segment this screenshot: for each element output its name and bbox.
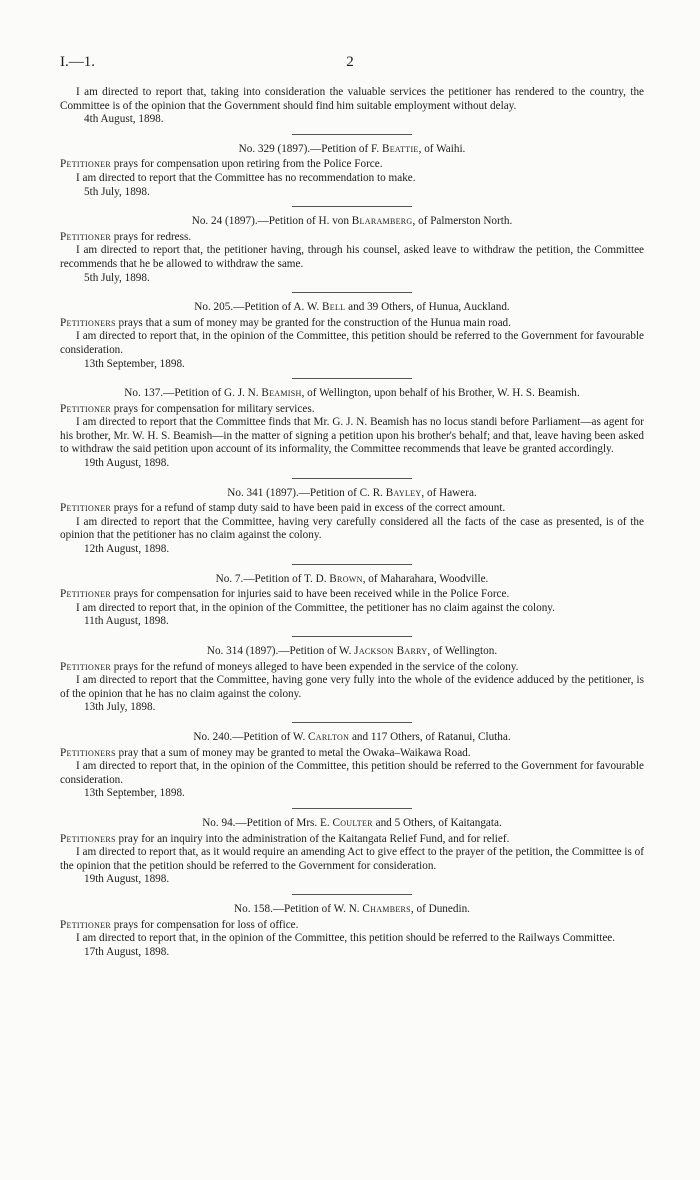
petition-prayer [60, 317, 644, 331]
petition-title [60, 387, 644, 401]
report-date: 11th August, 1898. [84, 615, 169, 628]
report-text: I am directed to report that, the petitioner having, through his counsel, asked leave to withdraw the petition, the Committee recommends that he be allowed to withdraw the same. [60, 244, 644, 270]
report-text: I am directed to report that the Committee, having gone very fully into the whole of the evidence adduced by the petitioner, is of the opinion that he has no claim against the colony. [60, 674, 644, 700]
petition-title-suffix: , of Wellington, upon behalf of his Brother, W. H. S. Beamish. [301, 387, 580, 400]
petition-list [60, 134, 644, 960]
report-text: I am directed to report that, in the opinion of the Committee, this petition should be referred to the Government for favourable consideration. [60, 760, 644, 786]
section-divider [292, 808, 412, 809]
petition-title-prefix: No. 137.—Petition of G. J. N. [124, 387, 262, 400]
petitioner-name: Bell [322, 301, 346, 314]
petition-title-prefix: No. 94.—Petition of Mrs. E. [202, 816, 333, 829]
petition-entry [60, 134, 644, 199]
report-date: 19th August, 1898. [84, 873, 170, 886]
prayer-text: prays for compensation for loss of office. [111, 918, 299, 931]
petitioner-name: Bayley [385, 486, 422, 499]
petition-title-prefix: No. 205.—Petition of A. W. [194, 301, 323, 314]
petitioner-label: Petitioner [60, 588, 111, 601]
prayer-text: prays for compensation for military services. [111, 402, 315, 415]
petition-title-prefix: No. 240.—Petition of W. [193, 730, 309, 743]
petitioner-name: Coulter [332, 816, 373, 829]
petition-title-prefix: No. 341 (1897).—Petition of C. R. [227, 486, 386, 499]
section-divider [292, 894, 412, 895]
petition-title [60, 573, 644, 587]
page-number: 2 [346, 54, 354, 70]
petition-entry [60, 378, 644, 471]
prayer-text: prays for redress. [111, 230, 192, 243]
petition-title-suffix: , of Palmerston North. [412, 215, 513, 228]
petitioner-name: Beamish [261, 387, 302, 400]
report-text: I am directed to report that, in the opinion of the Committee, the petitioner has no claim against the colony. [76, 601, 555, 614]
petition-entry [60, 564, 644, 629]
petition-title-prefix: No. 7.—Petition of T. D. [215, 572, 330, 585]
report-text: I am directed to report that, in the opinion of the Committee, this petition should be referred to the Railways Committee. [76, 932, 616, 945]
report-text: I am directed to report that, as it would require an amending Act to give effect to the prayer of the petition, the Committee is of the opinion that the petition should be referred to the Government for consideration. [60, 846, 645, 872]
report-date: 4th August, 1898. [84, 113, 164, 126]
petition-entry [60, 292, 644, 371]
petition-title-suffix: and 117 Others, of Ratanui, Clutha. [349, 730, 511, 743]
petition-prayer [60, 158, 644, 172]
petition-entry [60, 206, 644, 285]
petitioner-name: Carlton [308, 730, 350, 743]
section-divider [292, 564, 412, 565]
petition-title-suffix: , of Maharahara, Woodville. [362, 572, 489, 585]
petition-entry [60, 636, 644, 715]
petition-entry [60, 808, 644, 887]
petition-prayer [60, 403, 644, 417]
petition-title-prefix: No. 24 (1897).—Petition of H. von [191, 215, 352, 228]
petition-title [60, 903, 644, 917]
petitioner-label: Petitioner [60, 502, 111, 515]
section-divider [292, 378, 412, 379]
section-divider [292, 478, 412, 479]
petition-title-prefix: No. 329 (1897).—Petition of F. [238, 142, 382, 155]
section-divider [292, 134, 412, 135]
petition-title [60, 301, 644, 315]
report-text: I am directed to report that, in the opinion of the Committee, this petition should be referred to the Government for favourable consideration. [60, 330, 644, 356]
prayer-text: prays for compensation for injuries said to have been received while in the Police Force. [111, 588, 510, 601]
report-date: 12th August, 1898. [84, 543, 170, 556]
report-date: 19th August, 1898. [84, 457, 170, 470]
petitioner-label: Petitioner [60, 230, 111, 243]
page-content [60, 86, 644, 959]
prayer-text: pray that a sum of money may be granted to metal the Owaka–Waikawa Road. [115, 746, 471, 759]
petitioner-label: Petitioners [60, 832, 116, 845]
petitioner-label: Petitioner [60, 402, 111, 415]
section-divider [292, 206, 412, 207]
petition-prayer [60, 919, 644, 933]
report-text: I am directed to report that, taking into consideration the valuable services the petitioner has rendered to the country, the Committee is of the opinion that the Government should find him suitable employment without delay. [60, 86, 644, 112]
petition-prayer [60, 231, 644, 245]
petition-prayer [60, 747, 644, 761]
petition-title [60, 487, 644, 501]
petition-prayer [60, 502, 644, 516]
section-divider [292, 292, 412, 293]
report-text: I am directed to report that the Committee has no recommendation to make. [76, 171, 416, 184]
report-text: I am directed to report that the Committee finds that Mr. G. J. N. Beamish has no locus standi before Parliament—as agent for his brother, Mr. W. H. S. Beamish—in the matter of signing a petition upon his brother's behalf; and that, leave having been asked to withdraw the said petition upon account of its informality, the Committee recommends that leave be granted accordingly. [60, 416, 644, 456]
prayer-text: prays that a sum of money may be granted for the construction of the Hunua main road. [115, 316, 511, 329]
paper-reference: I.—1. [60, 54, 95, 70]
report-date: 13th September, 1898. [84, 787, 185, 800]
petition-title [60, 817, 644, 831]
report-date: 17th August, 1898. [84, 945, 170, 958]
petition-title-suffix: and 5 Others, of Kaitangata. [372, 816, 502, 829]
petition-title-prefix: No. 158.—Petition of W. N. [234, 902, 363, 915]
petition-prayer [60, 833, 644, 847]
petition-title [60, 143, 644, 157]
petitioner-name: Chambers [362, 902, 411, 915]
petitioner-name: Jackson Barry [354, 645, 428, 657]
petitioner-label: Petitioner [60, 660, 111, 673]
petition-title [60, 731, 644, 745]
report-text: I am directed to report that the Committee, having very carefully considered all the facts of the case as presented, is of the opinion that the petitioner has no claim against the colony. [60, 515, 644, 542]
petition-title-suffix: , of Waihi. [418, 142, 466, 155]
section-divider [292, 636, 412, 637]
petition-entry [60, 894, 644, 959]
report-date: 5th July, 1898. [84, 185, 150, 198]
prayer-text: pray for an inquiry into the administration of the Kaitangata Relief Fund, and for relief. [115, 832, 510, 845]
petition-title [60, 645, 644, 659]
petitioner-label: Petitioner [60, 918, 111, 931]
prayer-text: prays for the refund of moneys alleged to have been expended in the service of the colony. [111, 660, 519, 673]
petitioner-label: Petitioner [60, 158, 111, 171]
prayer-text: prays for a refund of stamp duty said to have been paid in excess of the correct amount. [111, 502, 506, 515]
petitioner-name: Beattie [381, 142, 419, 155]
petition-title-prefix: No. 314 (1897).—Petition of W. [206, 645, 355, 657]
report-date: 13th July, 1898. [84, 701, 156, 714]
petition-entry [60, 722, 644, 801]
section-divider [292, 722, 412, 723]
petition-prayer [60, 588, 644, 602]
petition-title-suffix: , of Dunedin. [410, 902, 470, 915]
intro-block [60, 86, 644, 127]
petitioner-name: Blaramberg [351, 215, 413, 228]
petition-entry [60, 478, 644, 557]
petitioner-label: Petitioners [60, 746, 116, 759]
petition-title-suffix: , of Wellington. [427, 645, 498, 657]
petition-title-suffix: and 39 Others, of Hunua, Auckland. [345, 301, 510, 314]
petition-title-suffix: , of Hawera. [421, 486, 477, 499]
petition-prayer [60, 661, 644, 675]
petition-title [60, 215, 644, 229]
prayer-text: prays for compensation upon retiring from the Police Force. [111, 158, 383, 171]
petitioner-name: Brown [329, 572, 363, 585]
petitioner-label: Petitioners [60, 316, 116, 329]
report-date: 13th September, 1898. [84, 357, 185, 370]
page-header [60, 56, 640, 76]
report-date: 5th July, 1898. [84, 271, 150, 284]
